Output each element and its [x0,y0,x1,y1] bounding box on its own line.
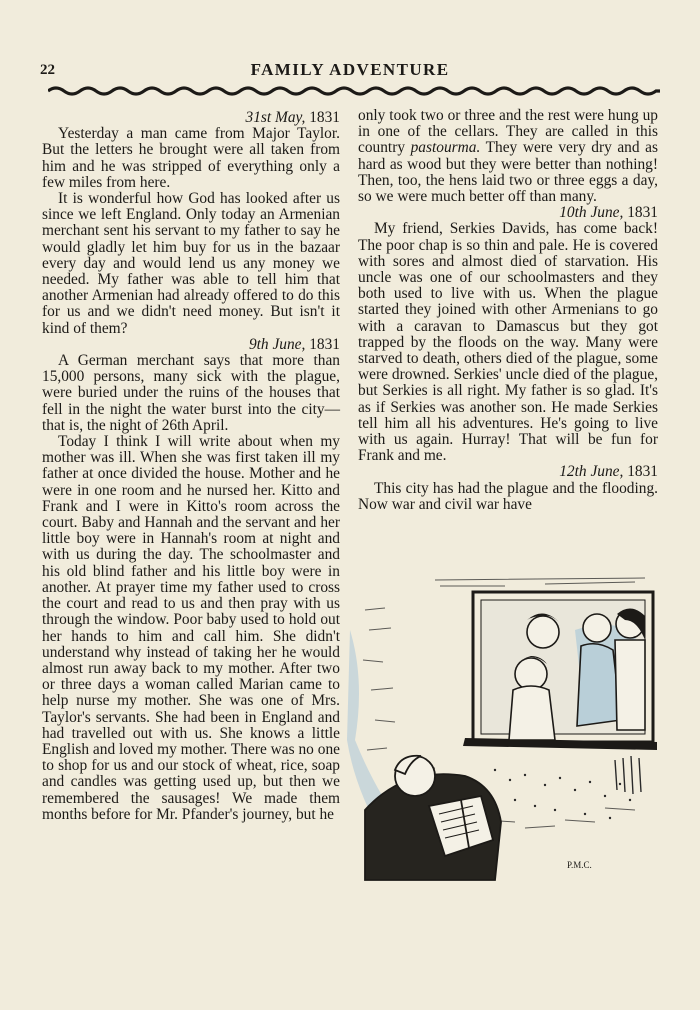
left-column [42,110,340,823]
entry-date-year: 1831 [309,109,340,126]
paragraph: It is wonderful how God has looked after us since we left England. Only today an Armenian merchant sent his servant to my father to say he would gladly let him buy for us in the bazaar every day and would lend us any money we needed. My father was able to tell him that another Armenian had already offered to do this for us and we didn't need money. But isn't it kind of them? [42,190,340,337]
paragraph: This city has had the plague and the flooding. Now war and civil war have [358,479,658,513]
family-illustration [345,570,663,885]
running-head-title: FAMILY ADVENTURE [250,60,450,79]
entry-date-day: 10th June, [559,204,624,222]
entry-date-day: 9th June, [248,335,306,353]
entry-date [358,464,658,480]
paragraph: Today I think I will write about when my mother was ill. When she was first taken ill my father at once divided the house. Mother and he were in one room and he nursed her. Kitto and Frank and I were in Kitto's room across the court. Baby and Hannah and the servant and her little boy were in Hannah's room at night and with us during the day. The schoolmaster and his old blind father and his little boy were in another. At prayer time my father used to cross the court and read to us and then pray with us through the window. Poor baby used to hold out her hands to him and call him. She didn't understand why instead of taking her he would almost run away back to my mother. After two or three days a woman called Marian came to help nurse my mother. She was one of Mrs. Taylor's servants. She had been in England and had travelled out with us. She knows a little English and loved my mother. There was no one to shop for us and our stock of wheat, rice, soap and candles was getting used up, but then we remembered the sausages! We made them months before for Mr. Pfander's journey, but he [42,433,340,823]
page-header [40,58,660,86]
entry-date-year: 1831 [627,204,658,222]
entry-date-year: 1831 [309,335,340,353]
entry-date-day: 31st May, [245,109,306,126]
paragraph-continued [358,108,658,205]
italic-term: pastourma. [410,139,481,157]
text-run: They were very dry and as hard as wood but they were better than nothing! Then, too, the hens laid two or three eggs a day, so we were much better off than many. [358,139,658,206]
text-run: only took two or three and the rest were hung up in one of the cellars. They are called in this country [358,107,658,157]
entry-date [42,337,340,353]
entry-date [42,110,340,126]
right-column [358,108,658,513]
entry-date-year: 1831 [627,463,658,481]
paragraph: Yesterday a man came from Major Taylor. But the letters he brought were all taken from him and he was stripped of everything only a few miles from here. [42,125,340,191]
entry-date-day: 12th June, [559,463,624,481]
decorative-wave-rule [48,84,660,98]
entry-date [358,205,658,221]
page-number: 22 [40,62,55,78]
illustrator-signature: P.M.C. [567,860,592,870]
paragraph: My friend, Serkies Davids, has come back! The poor chap is so thin and pale. He is covered with sores and almost died of starvation. His uncle was one of our schoolmasters and they both used to live with us. When the plague started they joined with other Armenians to go with a caravan to Damascus but they got trapped by the floods on the way. Many were starved to death, others died of the plague, some were drowned. Serkies' uncle died of the plague, but Serkies is all right. My father is so glad. It's as if Serkies was another son. He made Serkies tell him all his adventures. He's going to live with us again. Hurray! That will be fun for Frank and me. [358,220,658,465]
paragraph: A German merchant says that more than 15,000 persons, many sick with the plague, were buried under the ruins of the houses that fell in the night the water burst into the city—that is, the night of 26th April. [42,352,340,434]
